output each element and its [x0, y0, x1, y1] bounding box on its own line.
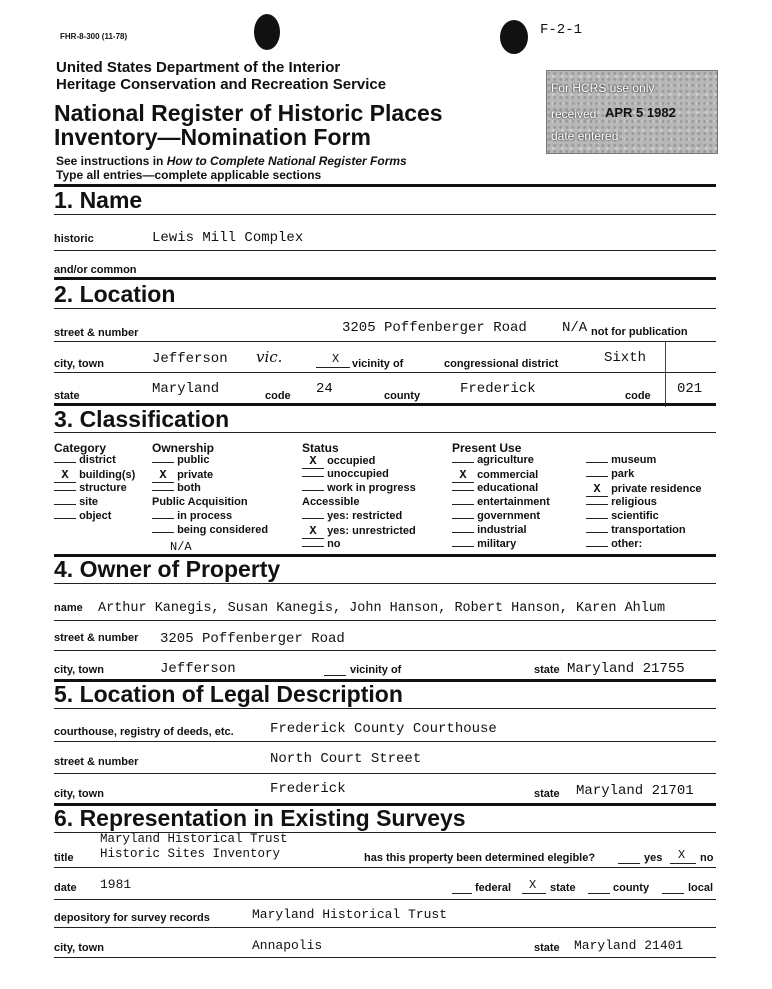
category-buildings-option[interactable] [54, 468, 135, 483]
use-entertainment-option[interactable] [452, 496, 550, 508]
checkbox-line [522, 893, 546, 894]
courthouse-label: courthouse, registry of deeds, etc. [54, 726, 234, 738]
accessible-no-label: no [327, 538, 341, 550]
common-name-label: and/or common [54, 264, 137, 276]
owner-vicinity-label: vicinity of [350, 664, 402, 676]
survey-title-label: title [54, 852, 74, 864]
owner-street-value: 3205 Poffenberger Road [160, 631, 345, 647]
public-acquisition-heading: Public Acquisition [152, 496, 248, 508]
accessible-heading: Accessible [302, 496, 360, 508]
field-rule [54, 957, 716, 958]
checkbox-mark: X [152, 468, 174, 483]
section-rule [54, 214, 716, 215]
use-agriculture-label: agriculture [477, 454, 534, 466]
survey-title-value-line1: Maryland Historical Trust [100, 832, 288, 846]
survey-city-label: city, town [54, 942, 104, 954]
owner-city-value: Jefferson [160, 661, 236, 677]
checkbox-mark [586, 476, 608, 477]
use-museum-option[interactable] [586, 454, 656, 466]
ownership-both-option[interactable] [152, 482, 201, 494]
checkbox-mark [302, 490, 324, 491]
eligible-yes-label: yes [644, 852, 663, 864]
legal-street-value: North Court Street [270, 751, 422, 767]
ownership-heading: Ownership [152, 441, 215, 455]
service-name: Heritage Conservation and Recreation Service [56, 76, 387, 93]
depository-value: Maryland Historical Trust [252, 907, 448, 922]
section-6-heading: 6. Representation in Existing Surveys [54, 805, 466, 831]
legal-street-label: street & number [54, 756, 139, 768]
checkbox-mark: X [586, 482, 608, 497]
state-survey-label: state [550, 882, 576, 894]
survey-title-value-line2: Historic Sites Inventory [100, 847, 281, 861]
accessible-unrestricted-label: yes: unrestricted [327, 525, 416, 537]
acquisition-in-process-option[interactable] [152, 510, 232, 522]
field-rule [54, 372, 716, 373]
location-street-label: street & number [54, 327, 139, 339]
handwritten-vic-note: vic. [256, 348, 283, 366]
checkbox-mark [152, 532, 174, 533]
section-rule [54, 184, 716, 187]
checkbox-mark [54, 462, 76, 463]
ownership-both-label: both [177, 482, 201, 494]
category-buildings-label: building(s) [79, 469, 136, 481]
checkbox-mark [586, 504, 608, 505]
form-id: FHR-8-300 (11-78) [60, 32, 128, 41]
present-use-heading: Present Use [452, 441, 522, 455]
use-park-label: park [611, 468, 635, 480]
field-rule [54, 927, 716, 928]
depository-label: depository for survey records [54, 912, 210, 924]
use-commercial-label: commercial [477, 469, 539, 481]
status-heading: Status [302, 441, 339, 455]
checkbox-mark [586, 462, 608, 463]
checkbox-mark [54, 490, 76, 491]
accessible-restricted-option[interactable] [302, 510, 402, 522]
status-unoccupied-option[interactable] [302, 468, 389, 480]
location-city-value: Jefferson [152, 351, 228, 367]
checkbox-mark [302, 518, 324, 519]
section-4-heading: 4. Owner of Property [54, 556, 281, 582]
acquisition-being-considered-label: being considered [177, 524, 269, 536]
use-transportation-label: transportation [611, 524, 686, 536]
dept-name: United States Department of the Interior [56, 59, 341, 76]
survey-date-value: 1981 [100, 877, 132, 892]
category-district-option[interactable] [54, 454, 116, 466]
eligible-no-label: no [700, 852, 714, 864]
hole-punch [500, 20, 528, 54]
field-rule [54, 650, 716, 651]
use-military-label: military [477, 538, 517, 550]
owner-name-label: name [54, 602, 83, 614]
congressional-district-label: congressional district [444, 358, 559, 370]
nfp-label: not for publication [591, 326, 688, 338]
accessible-no-option[interactable] [302, 538, 341, 550]
stamp-date-entered-label: date entered [551, 129, 619, 143]
survey-state-label: state [534, 942, 560, 954]
use-scientific-label: scientific [611, 510, 659, 522]
section-3-heading: 3. Classification [54, 406, 230, 432]
section-rule [54, 277, 716, 280]
use-park-option[interactable] [586, 468, 634, 480]
county-survey-label: county [613, 882, 650, 894]
section-rule [54, 708, 716, 709]
owner-city-label: city, town [54, 664, 104, 676]
hcrs-use-stamp [546, 70, 718, 154]
county-checkbox[interactable] [588, 893, 610, 894]
use-religious-option[interactable] [586, 496, 657, 508]
use-private-residence-option[interactable] [586, 482, 702, 497]
stamp-received-label: received [551, 107, 597, 121]
legal-state-label: state [534, 788, 560, 800]
section-rule [54, 583, 716, 584]
status-work-in-progress-label: work in progress [327, 482, 416, 494]
acquisition-in-process-label: in process [177, 510, 233, 522]
category-site-label: site [79, 496, 99, 508]
courthouse-value: Frederick County Courthouse [270, 721, 497, 737]
use-transportation-option[interactable] [586, 524, 686, 536]
ownership-private-label: private [177, 469, 214, 481]
location-city-label: city, town [54, 358, 104, 370]
accessible-unrestricted-option[interactable] [302, 524, 416, 539]
use-scientific-option[interactable] [586, 510, 659, 522]
checkbox-mark: X [302, 454, 324, 469]
ownership-private-option[interactable] [152, 468, 213, 483]
use-government-option[interactable] [452, 510, 540, 522]
use-commercial-option[interactable] [452, 468, 538, 483]
vicinity-checkbox-mark[interactable]: X [332, 352, 340, 366]
status-occupied-label: occupied [327, 455, 376, 467]
use-educational-option[interactable] [452, 482, 538, 494]
location-state-value: Maryland [152, 381, 220, 397]
checkbox-mark [152, 490, 174, 491]
state-code-label: code [265, 390, 291, 402]
checkbox-mark [586, 532, 608, 533]
eligible-no-mark[interactable]: X [678, 848, 686, 862]
use-private-residence-label: private residence [611, 483, 702, 495]
checkbox-mark [302, 546, 324, 547]
category-district-label: district [79, 454, 116, 466]
use-entertainment-label: entertainment [477, 496, 550, 508]
federal-checkbox[interactable] [452, 893, 472, 894]
field-rule [54, 773, 716, 774]
checkbox-line [324, 675, 346, 676]
checkbox-line [670, 863, 696, 864]
checkbox-mark [302, 476, 324, 477]
state-survey-mark[interactable]: X [529, 878, 537, 892]
county-code-value: 021 [677, 381, 703, 397]
use-industrial-label: industrial [477, 524, 527, 536]
field-rule [54, 341, 716, 342]
use-agriculture-option[interactable] [452, 454, 534, 466]
local-survey-label: local [688, 882, 714, 894]
location-state-label: state [54, 390, 80, 402]
category-object-option[interactable] [54, 510, 111, 522]
checkbox-mark [586, 518, 608, 519]
checkbox-mark: X [54, 468, 76, 483]
field-rule [54, 250, 716, 251]
section-rule [54, 308, 716, 309]
owner-state-label: state [534, 664, 560, 676]
legal-state-value: Maryland 21701 [576, 783, 694, 799]
acquisition-na: N/A [170, 540, 192, 554]
status-occupied-option[interactable] [302, 454, 375, 469]
checkbox-mark [152, 518, 174, 519]
category-object-label: object [79, 510, 112, 522]
category-heading: Category [54, 441, 107, 455]
category-structure-option[interactable] [54, 482, 127, 494]
checkbox-mark: X [452, 468, 474, 483]
county-code-label: code [625, 390, 651, 402]
survey-city-value: Annapolis [252, 938, 323, 953]
historic-label: historic [54, 233, 94, 245]
checkbox-mark [452, 532, 474, 533]
congressional-district-value: Sixth [604, 350, 647, 366]
section-rule [54, 432, 716, 433]
page-code: F-2-1 [540, 22, 583, 38]
status-work-in-progress-option[interactable] [302, 482, 416, 494]
nfp-value: N/A [562, 320, 588, 336]
checkbox-line [316, 367, 350, 368]
accessible-restricted-label: yes: restricted [327, 510, 403, 522]
form-title-2: Inventory—Nomination Form [54, 124, 371, 150]
county-label: county [384, 390, 421, 402]
section-5-heading: 5. Location of Legal Description [54, 681, 403, 707]
checkbox-mark [452, 546, 474, 547]
use-military-option[interactable] [452, 538, 516, 550]
checkbox-mark [54, 518, 76, 519]
use-religious-label: religious [611, 496, 657, 508]
eligible-question-label: has this property been determined elegible? [364, 852, 596, 864]
ownership-public-label: public [177, 454, 210, 466]
owner-street-label: street & number [54, 632, 139, 644]
field-rule [54, 620, 716, 621]
federal-label: federal [475, 882, 512, 894]
field-rule [54, 741, 716, 742]
survey-date-label: date [54, 882, 77, 894]
category-site-option[interactable] [54, 496, 98, 508]
ownership-public-option[interactable] [152, 454, 209, 466]
status-unoccupied-label: unoccupied [327, 468, 389, 480]
field-divider [665, 342, 666, 407]
form-title-1: National Register of Historic Places [54, 100, 443, 126]
use-government-label: government [477, 510, 541, 522]
checkbox-mark [152, 462, 174, 463]
acquisition-being-considered-option[interactable] [152, 524, 268, 536]
state-code-value: 24 [316, 381, 333, 397]
use-other-option[interactable] [586, 538, 642, 550]
stamp-received-date: APR 5 1982 [605, 105, 676, 120]
survey-state-value: Maryland 21401 [574, 938, 684, 953]
use-industrial-option[interactable] [452, 524, 527, 536]
hole-punch [254, 14, 280, 50]
use-other-label: other: [611, 538, 643, 550]
instructions-line-2: Type all entries—complete applicable sections [56, 168, 322, 182]
checkbox-mark [54, 504, 76, 505]
field-rule [54, 867, 716, 868]
eligible-yes-checkbox[interactable] [618, 863, 640, 864]
section-1-heading: 1. Name [54, 187, 143, 213]
checkbox-mark [452, 490, 474, 491]
location-street-value: 3205 Poffenberger Road [342, 320, 527, 336]
instructions-line-1: See instructions in How to Complete National Register Forms [56, 154, 407, 168]
owner-state-value: Maryland 21755 [567, 661, 685, 677]
vicinity-label: vicinity of [352, 358, 404, 370]
checkbox-mark [586, 546, 608, 547]
field-rule [54, 899, 716, 900]
stamp-title: For HCRS use only [551, 81, 655, 95]
section-2-heading: 2. Location [54, 281, 176, 307]
checkbox-mark [452, 504, 474, 505]
checkbox-mark [452, 462, 474, 463]
county-value: Frederick [460, 381, 536, 397]
use-museum-label: museum [611, 454, 657, 466]
use-educational-label: educational [477, 482, 539, 494]
checkbox-mark [452, 518, 474, 519]
historic-name-value: Lewis Mill Complex [152, 230, 304, 246]
owner-name-value: Arthur Kanegis, Susan Kanegis, John Hanson, Robert Hanson, Karen Ahlum [98, 601, 666, 616]
legal-city-label: city, town [54, 788, 104, 800]
category-structure-label: structure [79, 482, 127, 494]
legal-city-value: Frederick [270, 781, 346, 797]
checkbox-mark: X [302, 524, 324, 539]
local-checkbox[interactable] [662, 893, 684, 894]
